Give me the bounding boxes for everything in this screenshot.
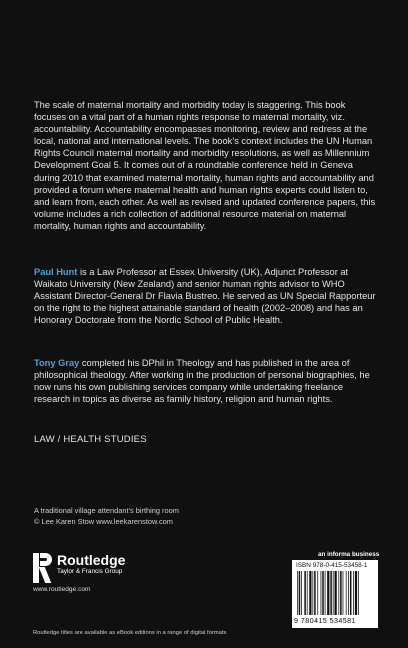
blurb-paragraph: The scale of maternal mortality and morbidity today is staggering. This book focuses on a vital part of a human rights response to maternal mortality, viz. accountability. Accountability encompasses monitoring, review and redress at the local, national and international levels. The book’s context includes the UN Human Rights Council maternal mortality and morbidity resolutions, as well as Millennium Development Goal 5. It comes out of a roundtable conference held in Geneva during 2010 that examined maternal mortality, human rights and accountability and provided a forum where maternal health and human rights experts could listen to, and learn from, each other. As well as revised and updated conference papers, this volume includes a rich collection of additional resource material on maternal mortality, human rights and accountability. <box>34 100 376 231</box>
ebook-note: Routledge titles are available as eBook editions in a range of digital formats <box>33 630 227 636</box>
barcode-digits: 9 780415 534581 <box>294 616 356 625</box>
informa-tagline: an informa business <box>318 551 380 558</box>
author-bio-tony-gray <box>34 357 377 405</box>
barcode-icon <box>296 571 374 615</box>
routledge-logo-icon <box>33 553 52 583</box>
photographer-credit: © Lee Karen Stow www.leekarenstow.com <box>34 516 173 526</box>
publisher-group: Taylor & Francis Group <box>57 568 123 575</box>
barcode-panel <box>292 560 378 628</box>
publisher-website: www.routledge.com <box>33 586 91 593</box>
author-bio-paul-hunt <box>34 266 377 326</box>
subject-category: LAW / HEALTH STUDIES <box>34 434 147 445</box>
publisher-name: Routledge <box>57 552 126 568</box>
isbn-text: ISBN 978-0-415-53458-1 <box>296 562 368 569</box>
publisher-logo <box>33 553 125 583</box>
author-bio-text: completed his DPhil in Theology and has published in the area of philosophical theology. After working in the production of personal biographies, he now runs his own publishing services company while undertaking freelance research in topics as diverse as family history, religion and human rights. <box>34 358 370 405</box>
cover-credit <box>34 506 179 527</box>
cover-caption: A traditional village attendant’s birthing room <box>34 506 179 515</box>
author-bio-text: is a Law Professor at Essex University (UK), Adjunct Professor at Waikato University (New Zealand) and senior human rights advisor to WHO Assistant Director-General Dr Flavia Bustreo. He served as UN Special Rapporteur on the right to the highest attainable standard of health (2002–2008) and has an Honorary Doctorate from the Nordic School of Public Health. <box>34 267 376 326</box>
author-name: Paul Hunt <box>34 267 78 277</box>
author-name: Tony Gray <box>34 358 80 368</box>
